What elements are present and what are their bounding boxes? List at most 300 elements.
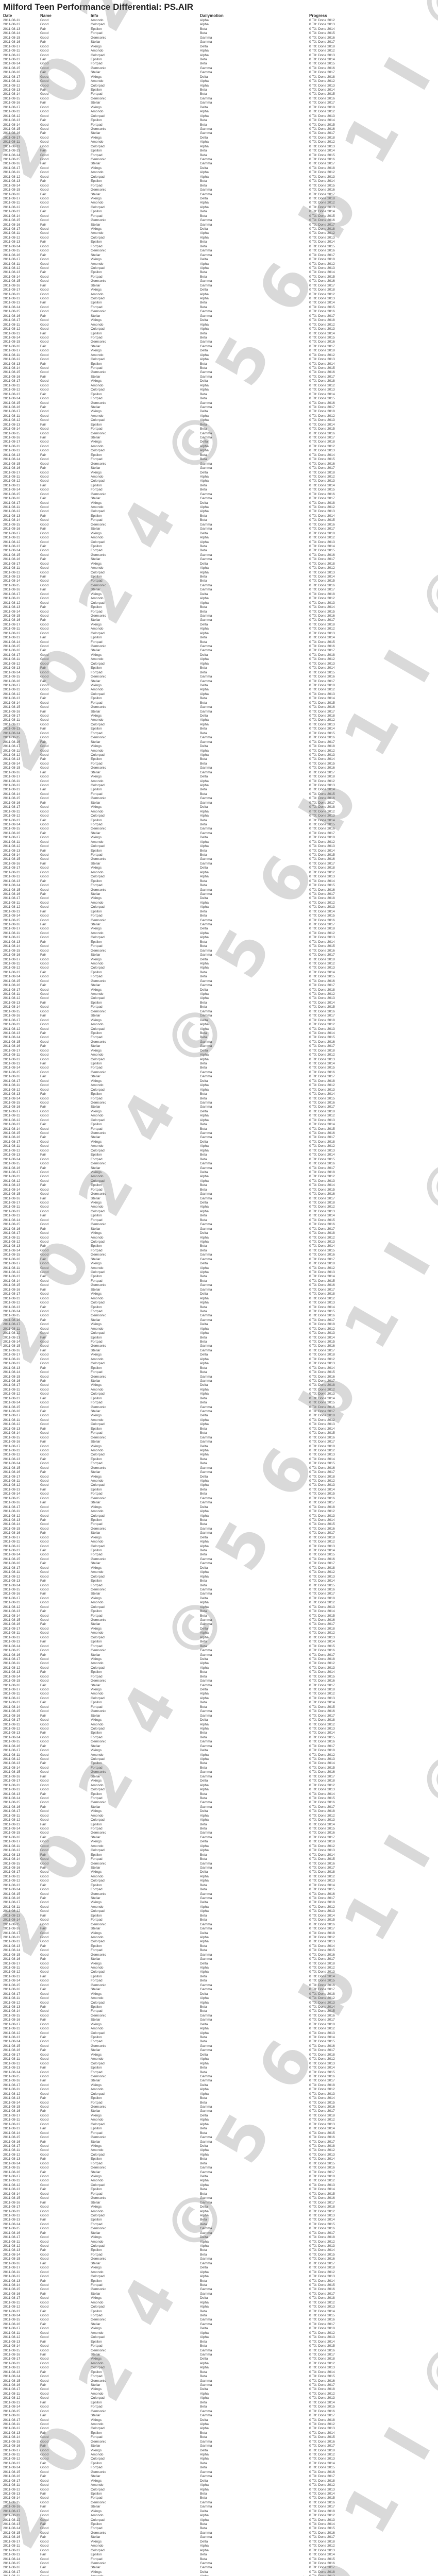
name-cell: Fair [40,1288,90,1292]
progress-cell: 0 TX: Done 2017 [309,2535,431,2539]
name-cell: Fair [40,680,90,684]
progress-cell: 0 TX: Done 2014 [309,1761,431,1766]
name-cell: Good [40,2457,90,2461]
info-cell: Gemsonic [91,370,199,375]
table-row [3,40,431,44]
table-row [3,931,431,936]
name-cell: Good [40,645,90,649]
info-cell: Epsilon [91,1488,199,1492]
date-cell: 2011-08-15 [3,66,39,71]
dailymotion-cell: Alpha [200,2301,308,2305]
dailymotion-cell: Alpha [200,992,308,996]
date-cell: 2011-08-11 [3,110,39,114]
name-cell: Good [40,92,90,96]
date-cell: 2011-08-12 [3,1697,39,1701]
table-row [3,92,431,96]
table-row [3,2405,431,2409]
dailymotion-cell: Beta [200,940,308,944]
info-cell: Amondo [91,718,199,722]
info-cell: Vikings [91,2053,199,2057]
table-row [3,1436,431,1440]
progress-cell: 0 TX: Done 2012 [309,293,431,297]
date-cell: 2011-08-16 [3,710,39,714]
dailymotion-cell: Delta [200,2357,308,2361]
table-row [3,645,431,649]
name-cell: Good [40,2123,90,2127]
name-cell: Fair [40,2505,90,2509]
dailymotion-cell: Alpha [200,505,308,510]
progress-cell: 0 TX: Done 2018 [309,1718,431,1722]
dailymotion-cell: Gamma [200,1071,308,1075]
dailymotion-cell: Beta [200,1427,308,1431]
progress-cell: 0 TX: Done 2012 [309,901,431,905]
name-cell: Fair [40,771,90,775]
date-cell: 2011-08-13 [3,2157,39,2161]
info-cell: Stellar [91,1288,199,1292]
table-row [3,2349,431,2353]
table-row [3,1171,431,1175]
table-row [3,110,431,114]
progress-cell: 0 TX: Done 2017 [309,892,431,896]
table-row [3,757,431,761]
table-row [3,1501,431,1505]
table-row [3,1975,431,1979]
date-cell: 2011-08-11 [3,688,39,692]
progress-cell: 0 TX: Done 2015 [309,62,431,66]
info-cell: Fortpad [91,488,199,492]
progress-cell: 0 TX: Done 2018 [309,349,431,353]
date-cell: 2011-08-13 [3,1853,39,1857]
dailymotion-cell: Gamma [200,649,308,653]
info-cell: Amondo [91,2057,199,2061]
dailymotion-cell: Beta [200,1827,308,1831]
info-cell: Fortpad [91,2192,199,2196]
name-cell: Good [40,1675,90,1679]
progress-cell: 0 TX: Done 2014 [309,1518,431,1522]
dailymotion-cell: Alpha [200,692,308,697]
progress-cell: 0 TX: Done 2016 [309,2470,431,2475]
table-row [3,796,431,801]
table-row [3,1418,431,1422]
info-cell: Amondo [91,475,199,479]
name-cell: Fair [40,1549,90,1553]
info-cell: Epsilon [91,1001,199,1005]
dailymotion-cell: Gamma [200,2287,308,2292]
info-cell: Colorpad [91,875,199,879]
dailymotion-cell: Alpha [200,1179,308,1183]
info-cell: Colorpad [91,418,199,422]
name-cell: Good [40,1010,90,1014]
table-row [3,2427,431,2431]
info-cell: Fortpad [91,1127,199,1131]
dailymotion-cell: Gamma [200,1862,308,1866]
dailymotion-cell: Delta [200,623,308,627]
dailymotion-cell: Gamma [200,1866,308,1870]
dailymotion-cell: Delta [200,106,308,110]
dailymotion-cell: Alpha [200,1662,308,1666]
date-cell: 2011-08-11 [3,1540,39,1544]
date-cell: 2011-08-14 [3,701,39,705]
table-row [3,123,431,127]
name-cell: Good [40,905,90,909]
info-cell: Vikings [91,2235,199,2240]
progress-cell: 0 TX: Done 2015 [309,245,431,249]
progress-cell: 0 TX: Done 2013 [309,875,431,879]
dailymotion-cell: Alpha [200,54,308,58]
name-cell: Fair [40,697,90,701]
name-cell: Fair [40,1744,90,1749]
name-cell: Good [40,914,90,918]
table-row [3,2353,431,2357]
dailymotion-cell: Delta [200,1079,308,1083]
table-row [3,1888,431,1892]
dailymotion-cell: Gamma [200,2318,308,2322]
dailymotion-cell: Alpha [200,723,308,727]
table-row [3,2396,431,2400]
table-row [3,405,431,410]
name-cell: Fair [40,1153,90,1157]
dailymotion-cell: Alpha [200,1570,308,1574]
dailymotion-cell: Alpha [200,1723,308,1727]
info-cell: Fortpad [91,549,199,553]
table-row [3,1301,431,1305]
info-cell: Stellar [91,314,199,318]
table-row [3,2457,431,2461]
progress-cell: 0 TX: Done 2017 [309,2444,431,2448]
info-cell: Amondo [91,1510,199,1514]
table-row [3,2127,431,2131]
dailymotion-cell: Gamma [200,1010,308,1014]
table-row [3,318,431,323]
dailymotion-cell: Alpha [200,1540,308,1544]
date-cell: 2011-08-14 [3,1279,39,1283]
date-cell: 2011-08-17 [3,2418,39,2422]
table-row [3,1740,431,1744]
info-cell: Vikings [91,2449,199,2453]
name-cell: Fair [40,971,90,975]
date-cell: 2011-08-16 [3,2140,39,2144]
table-row [3,2044,431,2048]
date-cell: 2011-08-13 [3,1914,39,1918]
date-cell: 2011-08-14 [3,62,39,66]
info-cell: Epsilon [91,1458,199,1462]
dailymotion-cell: Gamma [200,588,308,592]
table-row [3,2162,431,2166]
progress-cell: 0 TX: Done 2015 [309,488,431,492]
dailymotion-cell: Gamma [200,2470,308,2475]
dailymotion-cell: Beta [200,245,308,249]
progress-cell: 0 TX: Done 2013 [309,571,431,575]
progress-cell: 0 TX: Done 2012 [309,840,431,844]
progress-cell: 0 TX: Done 2013 [309,814,431,818]
name-cell: Good [40,327,90,331]
progress-cell: 0 TX: Done 2018 [309,1809,431,1814]
dailymotion-cell: Beta [200,275,308,279]
progress-cell: 0 TX: Done 2017 [309,1197,431,1201]
table-row [3,1097,431,1101]
dailymotion-cell: Beta [200,123,308,127]
info-cell: Colorpad [91,449,199,453]
date-cell: 2011-08-16 [3,557,39,562]
info-cell: Vikings [91,2570,199,2574]
name-cell: Good [40,2240,90,2244]
dailymotion-cell: Gamma [200,436,308,440]
date-cell: 2011-08-14 [3,457,39,462]
name-cell: Good [40,2044,90,2048]
name-cell: Good [40,1749,90,1753]
date-cell: 2011-08-13 [3,1640,39,1644]
dailymotion-cell: Beta [200,2435,308,2439]
progress-cell: 0 TX: Done 2012 [309,1936,431,1940]
progress-cell: 0 TX: Done 2017 [309,557,431,562]
name-cell: Good [40,2440,90,2444]
info-cell: Vikings [91,45,199,49]
progress-cell: 0 TX: Done 2017 [309,923,431,927]
date-cell: 2011-08-17 [3,744,39,749]
name-cell: Good [40,2405,90,2409]
name-cell: Good [40,31,90,36]
dailymotion-cell: Delta [200,1536,308,1540]
progress-cell: 0 TX: Done 2013 [309,1392,431,1396]
dailymotion-cell: Beta [200,1640,308,1644]
progress-cell: 0 TX: Done 2018 [309,1201,431,1205]
progress-cell: 0 TX: Done 2015 [309,457,431,462]
dailymotion-cell: Delta [200,1110,308,1114]
dailymotion-cell: Beta [200,336,308,340]
dailymotion-cell: Beta [200,1675,308,1679]
info-cell: Fortpad [91,1249,199,1253]
name-cell: Good [40,1570,90,1574]
name-cell: Good [40,1179,90,1183]
table-row [3,1140,431,1144]
info-cell: Fortpad [91,1188,199,1192]
info-cell: Fortpad [91,306,199,310]
info-cell: Colorpad [91,388,199,392]
dailymotion-cell: Gamma [200,1831,308,1835]
name-cell: Fair [40,1123,90,1127]
progress-cell: 0 TX: Done 2015 [309,31,431,36]
name-cell: Fair [40,1975,90,1979]
progress-cell: 0 TX: Done 2017 [309,1957,431,1961]
progress-cell: 0 TX: Done 2016 [309,2318,431,2322]
dailymotion-cell: Gamma [200,680,308,684]
info-cell: Fortpad [91,1340,199,1344]
dailymotion-cell: Gamma [200,2262,308,2266]
dailymotion-cell: Delta [200,866,308,870]
date-cell: 2011-08-13 [3,819,39,823]
progress-cell: 0 TX: Done 2014 [309,2127,431,2131]
progress-cell: 0 TX: Done 2012 [309,1510,431,1514]
date-cell: 2011-08-14 [3,1066,39,1070]
table-row [3,2527,431,2531]
progress-cell: 0 TX: Done 2014 [309,2066,431,2070]
name-cell: Good [40,1462,90,1466]
info-cell: Fortpad [91,1370,199,1375]
table-row [3,2262,431,2266]
dailymotion-cell: Delta [200,379,308,383]
date-cell: 2011-08-15 [3,1344,39,1348]
date-cell: 2011-08-14 [3,792,39,796]
date-cell: 2011-08-11 [3,718,39,722]
name-cell: Good [40,1392,90,1396]
progress-cell: 0 TX: Done 2014 [309,1853,431,1857]
info-cell: Stellar [91,771,199,775]
progress-cell: 0 TX: Done 2017 [309,1775,431,1779]
name-cell: Good [40,692,90,697]
info-cell: Colorpad [91,1575,199,1579]
date-cell: 2011-08-17 [3,1262,39,1266]
progress-cell: 0 TX: Done 2012 [309,1692,431,1696]
date-cell: 2011-08-11 [3,566,39,570]
progress-cell: 0 TX: Done 2017 [309,1470,431,1475]
name-cell: Fair [40,740,90,744]
name-cell: Fair [40,1501,90,1505]
info-cell: Vikings [91,2114,199,2118]
date-cell: 2011-08-14 [3,944,39,948]
dailymotion-cell: Beta [200,27,308,31]
date-cell: 2011-08-15 [3,1923,39,1927]
dailymotion-cell: Alpha [200,388,308,392]
info-cell: Vikings [91,1536,199,1540]
table-row [3,1266,431,1270]
table-row [3,2210,431,2214]
name-cell: Good [40,2422,90,2427]
dailymotion-cell: Gamma [200,401,308,405]
table-row [3,1805,431,1809]
progress-cell: 0 TX: Done 2015 [309,914,431,918]
name-cell: Good [40,410,90,414]
date-cell: 2011-08-14 [3,1888,39,1892]
progress-cell: 0 TX: Done 2014 [309,1670,431,1674]
table-row [3,914,431,918]
info-cell: Stellar [91,1896,199,1901]
date-cell: 2011-08-11 [3,1327,39,1331]
progress-cell: 0 TX: Done 2018 [309,2418,431,2422]
info-cell: Epsilon [91,605,199,609]
date-cell: 2011-08-11 [3,2148,39,2153]
table-row [3,892,431,896]
progress-cell: 0 TX: Done 2018 [309,1749,431,1753]
info-cell: Fortpad [91,1797,199,1801]
date-cell: 2011-08-13 [3,2340,39,2344]
name-cell: Good [40,1527,90,1531]
progress-cell: 0 TX: Done 2012 [309,627,431,631]
dailymotion-cell: Beta [200,2492,308,2496]
date-cell: 2011-08-12 [3,327,39,331]
date-cell: 2011-08-15 [3,158,39,162]
date-cell: 2011-08-15 [3,1649,39,1653]
info-cell: Epsilon [91,1153,199,1157]
dailymotion-cell: Delta [200,653,308,657]
name-cell: Good [40,1627,90,1631]
table-row [3,1579,431,1583]
dailymotion-cell: Beta [200,1518,308,1522]
date-cell: 2011-08-14 [3,1736,39,1740]
info-cell: Stellar [91,710,199,714]
info-cell: Vikings [91,2144,199,2148]
name-cell: Fair [40,2292,90,2296]
progress-cell: 0 TX: Done 2014 [309,1244,431,1248]
date-cell: 2011-08-11 [3,1114,39,1118]
progress-cell: 0 TX: Done 2013 [309,1118,431,1123]
dailymotion-cell: Alpha [200,1879,308,1883]
dailymotion-cell: Beta [200,1431,308,1435]
table-row [3,1358,431,1362]
name-cell: Fair [40,849,90,853]
info-cell: Vikings [91,2418,199,2422]
info-cell: Gemsonic [91,2410,199,2414]
progress-cell: 0 TX: Done 2013 [309,114,431,118]
table-row [3,2053,431,2057]
dailymotion-cell: Delta [200,1749,308,1753]
progress-cell: 0 TX: Done 2014 [309,393,431,397]
info-cell: Stellar [91,2475,199,2479]
info-cell: Fortpad [91,1584,199,1588]
info-cell: Stellar [91,1501,199,1505]
date-cell: 2011-08-12 [3,1636,39,1640]
progress-cell: 0 TX: Done 2018 [309,1262,431,1266]
info-cell: Gemsonic [91,2531,199,2535]
progress-cell: 0 TX: Done 2014 [309,2218,431,2222]
date-cell: 2011-08-12 [3,1514,39,1518]
progress-cell: 0 TX: Done 2015 [309,975,431,979]
date-cell: 2011-08-16 [3,680,39,684]
progress-cell: 0 TX: Done 2015 [309,154,431,158]
info-cell: Colorpad [91,1301,199,1305]
table-row [3,2009,431,2013]
info-cell: Colorpad [91,145,199,149]
date-cell: 2011-08-11 [3,2270,39,2275]
date-cell: 2011-08-12 [3,1970,39,1974]
name-cell: Good [40,1101,90,1105]
progress-cell: 0 TX: Done 2016 [309,97,431,101]
dailymotion-cell: Alpha [200,1605,308,1609]
name-cell: Good [40,2223,90,2227]
table-row [3,270,431,275]
info-cell: Colorpad [91,1727,199,1731]
progress-cell: 0 TX: Done 2016 [309,249,431,253]
table-row [3,1831,431,1835]
table-row [3,2005,431,2009]
name-cell: Fair [40,1622,90,1626]
info-cell: Vikings [91,532,199,536]
table-row [3,2375,431,2379]
table-row [3,449,431,453]
date-cell: 2011-08-16 [3,953,39,957]
table-row [3,2023,431,2027]
name-cell: Good [40,796,90,801]
info-cell: Amondo [91,1936,199,1940]
table-row [3,2370,431,2375]
table-row [3,632,431,636]
dailymotion-cell: Beta [200,2066,308,2070]
progress-cell: 0 TX: Done 2012 [309,1297,431,1301]
dailymotion-cell: Alpha [200,814,308,818]
name-cell: Good [40,2023,90,2027]
date-cell: 2011-08-12 [3,996,39,1001]
date-cell: 2011-08-12 [3,266,39,270]
name-cell: Good [40,353,90,358]
info-cell: Stellar [91,1622,199,1626]
dailymotion-cell: Beta [200,154,308,158]
table-row [3,1158,431,1162]
table-row [3,1475,431,1479]
date-cell: 2011-08-15 [3,888,39,892]
name-cell: Good [40,45,90,49]
table-row [3,162,431,166]
info-cell: Gemsonic [91,158,199,162]
name-cell: Good [40,1475,90,1479]
